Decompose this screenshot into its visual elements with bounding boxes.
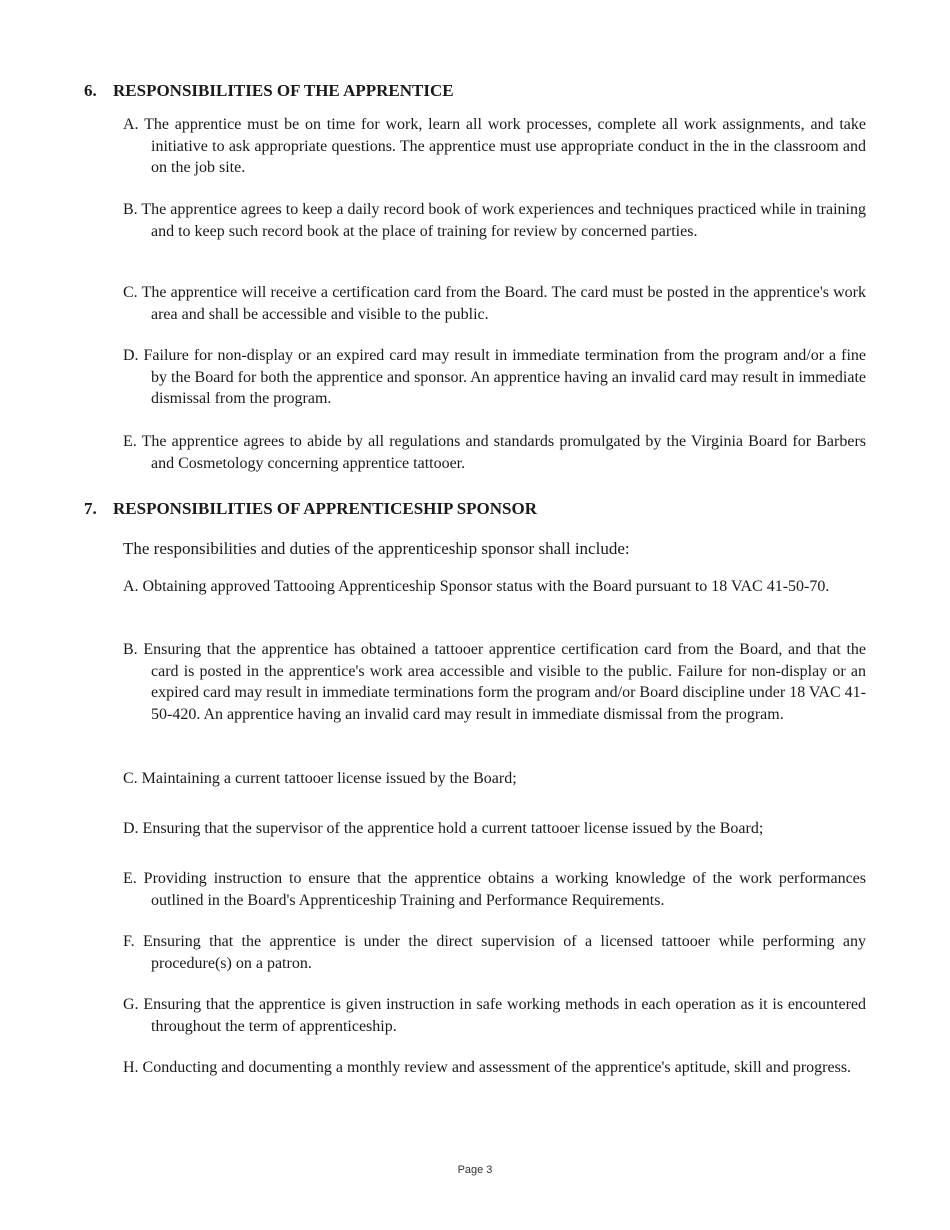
section-7-item-c: C. Maintaining a current tattooer license issued by the Board; (123, 770, 517, 787)
section-6-item-b: B. The apprentice agrees to keep a daily record book of work experiences and techniques practiced while in training and to keep such record book at the place of training for review by concerned parties. (123, 201, 866, 240)
section-7-item-h: H. Conducting and documenting a monthly review and assessment of the apprentice's aptitude, skill and progress. (123, 1059, 852, 1076)
section-7-item-a: A. Obtaining approved Tattooing Apprenticeship Sponsor status with the Board pursuant to 18 VAC 41-50-70. (123, 578, 830, 595)
section-7-heading (84, 499, 537, 519)
section-6-item-a: A. The apprentice must be on time for work, learn all work processes, complete all work assignments, and take initiative to ask appropriate questions. The apprentice must use appropriate conduct in the in the classroom and on the job site. (123, 116, 866, 176)
section-7-intro: The responsibilities and duties of the apprenticeship sponsor shall include: (123, 539, 630, 558)
section-6-heading (84, 81, 454, 101)
section-6-title: RESPONSIBILITIES OF THE APPRENTICE (113, 81, 454, 100)
section-6-item-e: E. The apprentice agrees to abide by all regulations and standards promulgated by the Virginia Board for Barbers and Cosmetology concerning apprentice tattooer. (123, 433, 866, 472)
section-7-item-g: G. Ensuring that the apprentice is given instruction in safe working methods in each operation as it is encountered throughout the term of apprenticeship. (123, 996, 866, 1035)
section-7-title: RESPONSIBILITIES OF APPRENTICESHIP SPONSOR (113, 499, 538, 518)
section-6-item-d: D. Failure for non-display or an expired card may result in immediate termination from the program and/or a fine by the Board for both the apprentice and sponsor. An apprentice having an invalid card may result in immediate dismissal from the program. (123, 347, 866, 407)
section-7-number: 7. (84, 499, 97, 518)
section-6-number: 6. (84, 81, 97, 100)
section-7-item-f: F. Ensuring that the apprentice is under the direct supervision of a licensed tattooer while performing any procedure(s) on a patron. (123, 933, 866, 972)
section-6-item-c: C. The apprentice will receive a certification card from the Board. The card must be posted in the apprentice's work area and shall be accessible and visible to the public. (123, 284, 866, 323)
section-7-item-d: D. Ensuring that the supervisor of the apprentice hold a current tattooer license issued by the Board; (123, 820, 764, 837)
section-7-item-e: E. Providing instruction to ensure that the apprentice obtains a working knowledge of the work performances outlined in the Board's Apprenticeship Training and Performance Requirements. (123, 870, 866, 909)
page-number: Page 3 (457, 1164, 493, 1176)
section-7-item-b: B. Ensuring that the apprentice has obtained a tattooer apprentice certification card from the Board, and that the card is posted in the apprentice's work area accessible and visible to the public. Failure for non-display or an expired card may result in immediate terminations form the program and/or Board discipline under 18 VAC 41-50-420. An apprentice having an invalid card may result in immediate dismissal from the program. (123, 641, 866, 723)
